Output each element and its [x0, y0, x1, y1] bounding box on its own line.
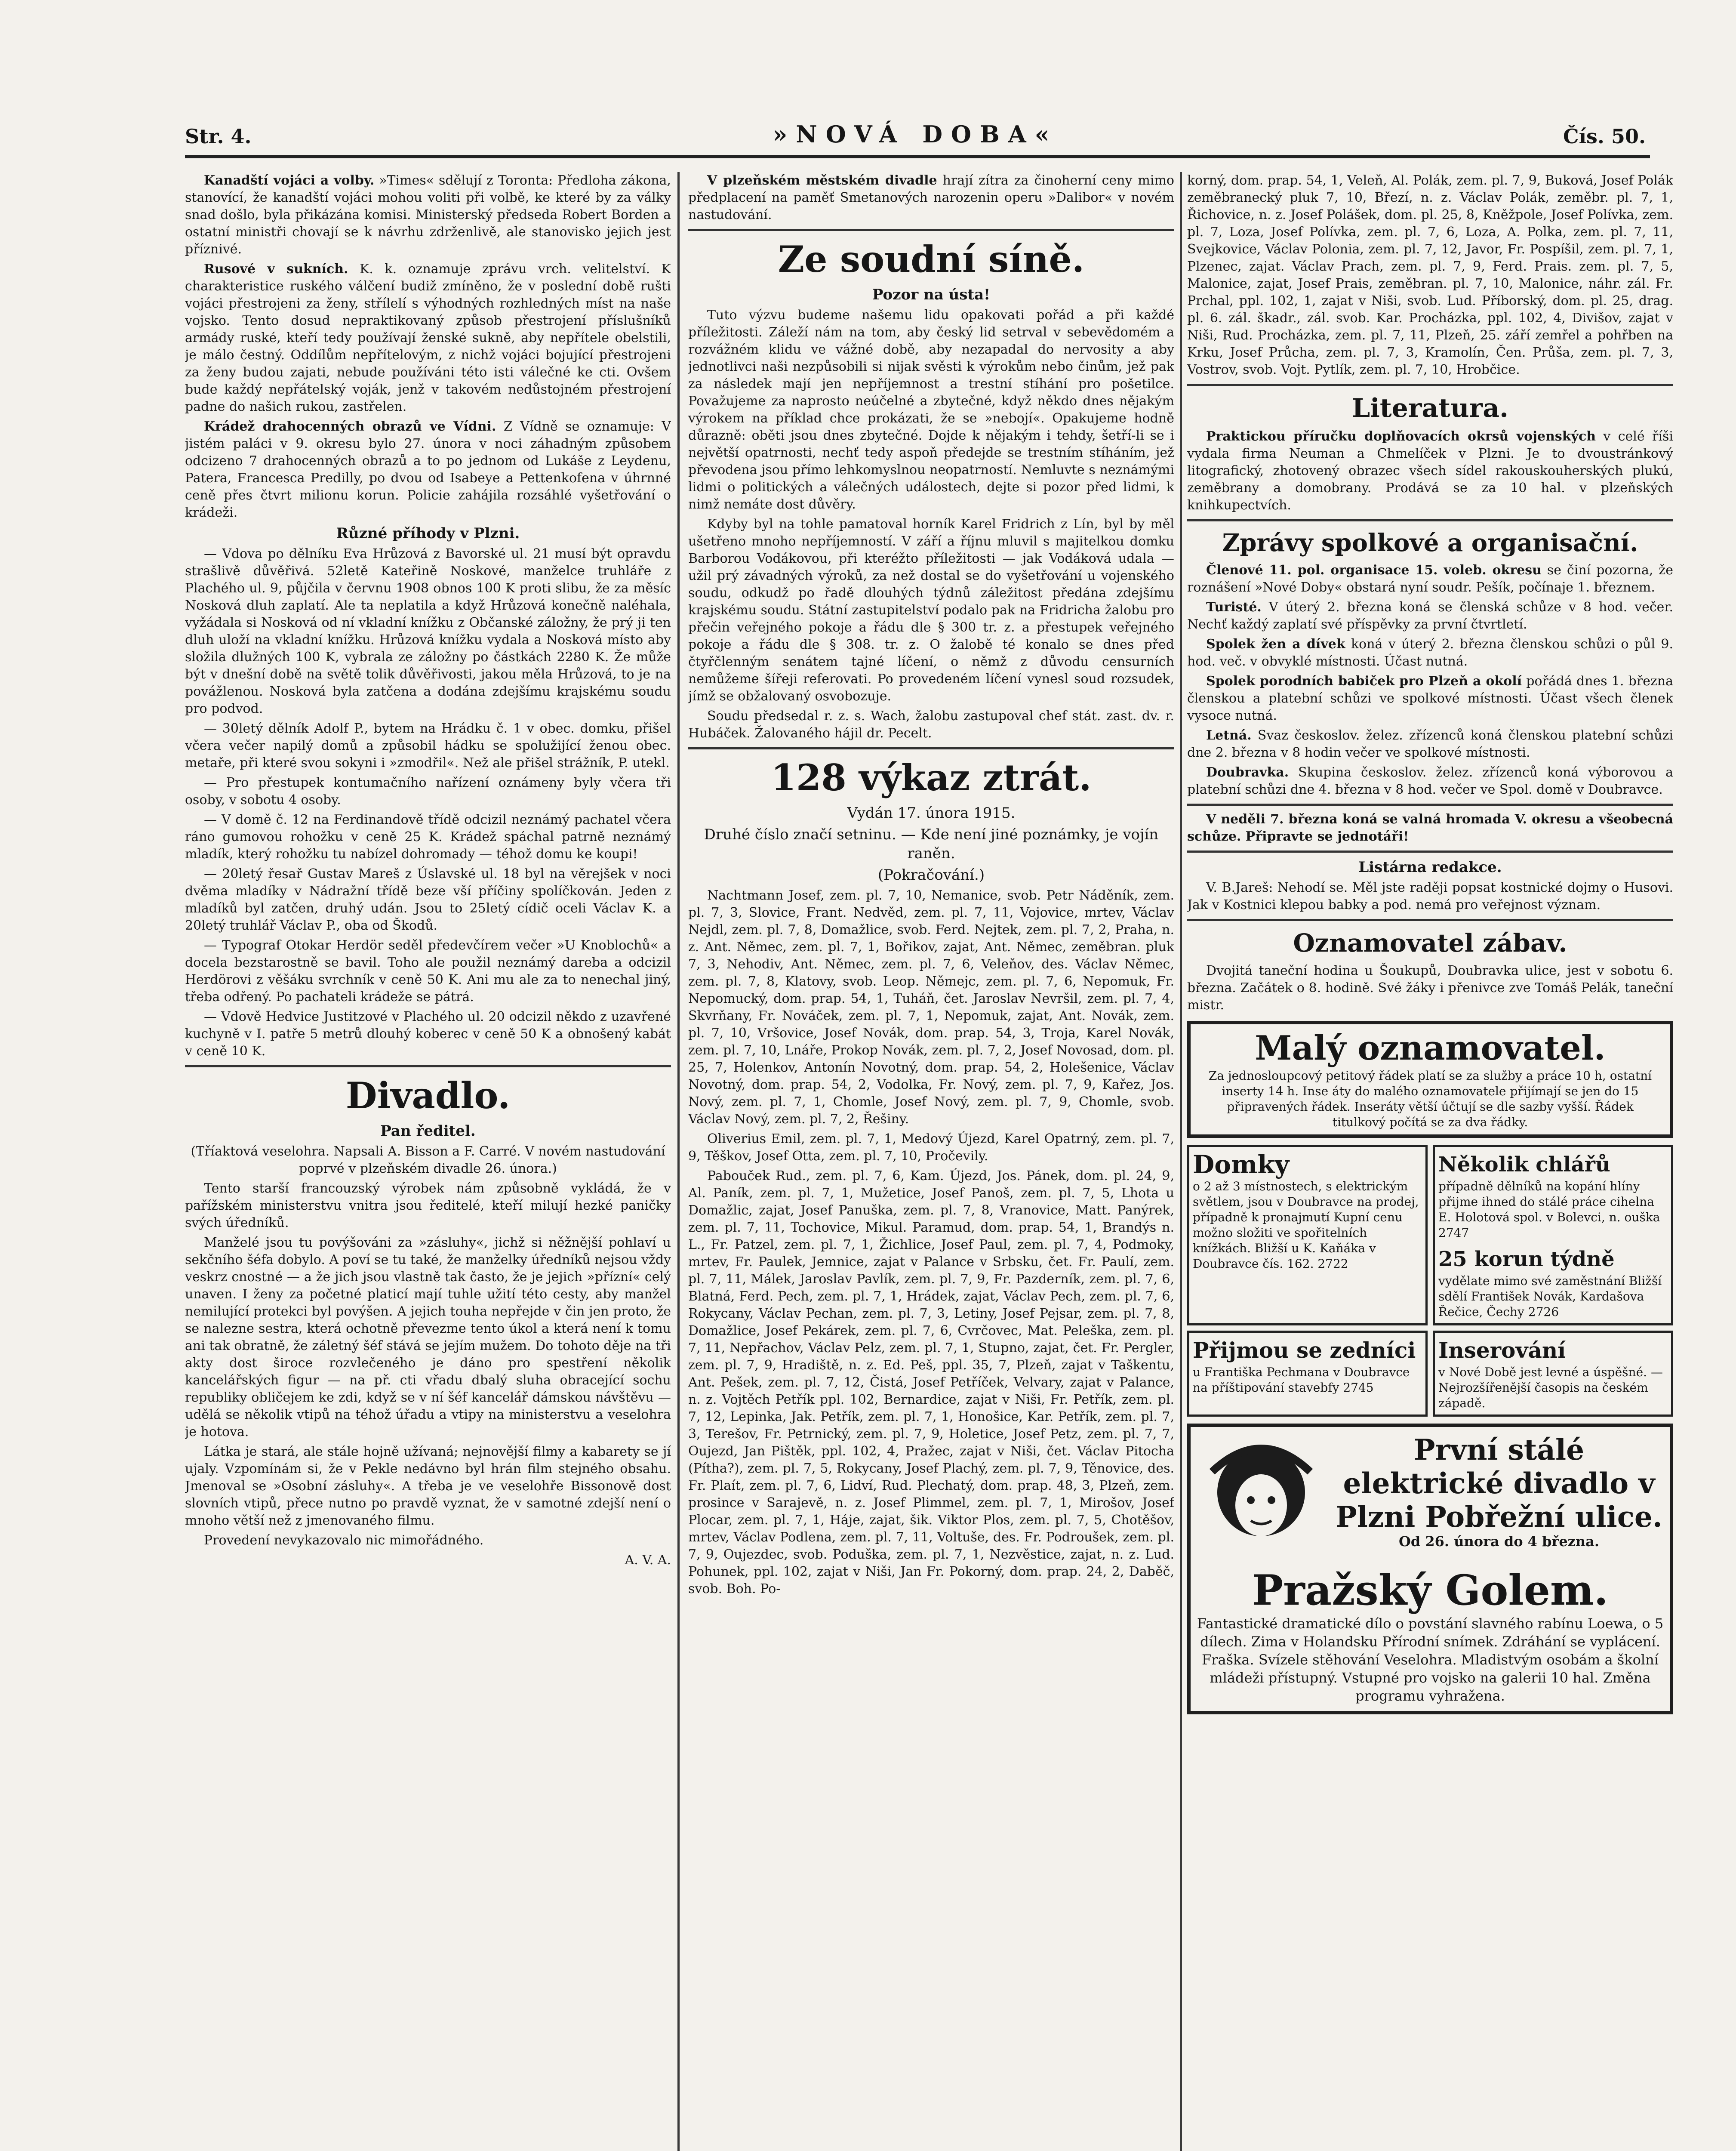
theatre-signature: A. V. A. — [625, 1553, 671, 1568]
classified-header-box — [1187, 1021, 1673, 1138]
article-canadian-soldiers: Kanadští vojáci a volby. »Times« sdělují z Toronta: Předloha zákona, stanovící, že kanadští vojáci mohou voliti při volbě, ke které by za války snad došlo, byla přikázána komisi. Ministerský předseda Robert Borden a ostatní ministři chovají se k návrhu zdrženlivě, ale stanovisko jejich jest příznivé. — [185, 173, 671, 257]
section-rule — [1187, 384, 1673, 386]
section-rule — [688, 747, 1174, 749]
theatre-heading: Divadlo. — [345, 1074, 511, 1117]
loss-list-paragraph: Pabouček Rud., zem. pl. 7, 6, Kam. Újezd, Jos. Pánek, dom. pl. 24, 9, Al. Paník, zem. pl. 7, 1, Mužetice, Josef Panoš, zem. pl. 7, 5, Lhota u Domažlic, zajat, Josef Panuška, zem. pl. 7, 8, Vranovice, Matt. Panýrek, zem. pl. 7, 11, Tochovice, Mikul. Paramud, dom. prap. 54, 1, Brandýs n. L., Fr. Patzel, zem. pl. 7, 1, Žichlice, Josef Paul, zem. pl. 7, 4, Podmoky, mrtev, Fr. Paulek, Jemnice, zajat v Palance v Srbsku, čet. Fr. Paulí, zem. pl. 7, 11, Málek, Jaroslav Pavlík, zem. pl. 7, 9, Fr. Pazderník, zem. pl. 7, 6, Blatná, Ferd. Pech, zem. pl. 7, 1, Hrádek, zajat, Václav Pech, zem. pl. 7, 6, Rokycany, Václav Pechan, zem. pl. 7, 3, Letiny, Josef Pejsar, zem. pl. 7, 8, Domažlice, Josef Pekárek, zem. pl. 7, 6, Cvrčovec, Mat. Peleška, zem. pl. 7, 11, Nepřachov, Václav Pelz, zem. pl. 7, 1, Stupno, zajat, čet. Fr. Pergler, zem. pl. 7, 9, Hradiště, n. z. Ed. Peš, ppl. 35, 7, Plzeň, zajat v Taškentu, Ant. Pešek, zem. pl. 7, 12, Čistá, Josef Petříček, Velvary, zajat v Palance, n. z. Vojtěch Petřík ppl. 102, Bernardice, zajat v Niši, Fr. Petřík, zem. pl. 7, 12, Lepinka, Jak. Petřík, zem. pl. 7, 1, Honošice, Kar. Petřík, zem. pl. 7, 3, Terešov, Fr. Petrnický, zem. pl. 7, 9, Holetice, Josef Petz, zem. pl. 7, 7, Oujezd, Jan Pištěk, ppl. 102, 4, Pražec, zajat v Niši, čet. Václav Pitocha (Pítha?), zem. pl. 7, 5, Rokycany, Josef Plachý, zem. pl. 7, 9, Těnovice, des. Fr. Plaít, zem. pl. 7, 6, Lidví, Rud. Plechatý, dom. prap. 48, 3, Plzeň, zem. prosince v Sarajevě, n. z. Josef Plimmel, zem. pl. 7, 1, Mirošov, Josef Plocar, zem. pl. 7, 1, Háje, zajat, šik. Viktor Plos, zem. pl. 7, 5, Chotěšov, mrtev, Václav Podlena, zem. pl. 7, 11, Voltuše, des. Fr. Podroušek, zem. pl. 7, 9, Oujezdec, svob. Poduška, zem. pl. 7, 1, Nezvěstice, zajat, n. z. Lud. Pohunek, ppl. 102, zajat v Niši, Jan Fr. Pokorný, dom. prap. 24, 2, Daběč, svob. Boh. Po- — [688, 1168, 1174, 1596]
incident-paragraph: — Vdově Hedvice Justitzové v Plachého ul. 20 odcizil někdo z uzavřené kuchyně v I. patře 5 metrů dlouhý koberec v ceně 50 K a obnošený kabát v ceně 10 K. — [185, 1009, 671, 1059]
club-notice: Letná. Svaz českoslov. želez. zřízenců koná členskou platební schůzi dne 2. března v 8 hodin večer ve spolkové místnosti. — [1187, 728, 1673, 760]
section-rule — [1187, 851, 1673, 853]
theatre-review: Tento starší francouzský výrobek nám způsobně vykládá, že v pařížském ministerstvu vnitra jsou ředitelé, kteří milují hezké paničky svých úředníků. — [185, 1181, 671, 1230]
article-theatre-notice: V plzeňském městském divadle hrají zítra za činoherní ceny mimo předplacení na paměť Smetanových narozenin operu »Dalibor« v novém nastudování. — [688, 173, 1174, 222]
incident-paragraph: — V domě č. 12 na Ferdinandově třídě odcizil neznámý pachatel včera ráno gumovou rohožku v ceně 25 K. Krádež spáchal patrně neznámý mladík, který rohožku tu nabízel dohromady — téhož domu ke koupi! — [185, 812, 671, 862]
column-divider-1 — [677, 172, 680, 2151]
court-paragraph: Tuto výzvu budeme našemu lidu opakovati pořád a při každé příležitosti. Záleží nám na tom, aby český lid setrval v sebevědomém a rozvážném klidu ve vážné době, aby nezapadal do nervosity a aby jednotlivci naši nezpůsobili si nijak svěsti k výrokům nebo činům, jež pak za následek mají jen nepříjemnost a trestní stíhání pro pošetilce. Považujeme za naprosto neúčelné a zbytečné, když někdo dnes nějakým výrokem na příklad chce prokázati, že se »nebojí«. Opakujeme hodně důrazně: oběti jsou dnes zbytečné. Dojde k nějakým i tehdy, šetří-li se i největší opatrnosti, nechť tedy aspoň předejde se trestním stíháním, jež převodena jsou přímo lehkomyslnou neopatrností. Nemluvte s neznámými lidmi o politických a válečných událostech, dejte si pozor před lidmi, k nimž nemáte dost důvěry. — [688, 308, 1174, 512]
classified-row-1 — [1187, 1145, 1673, 1325]
art-nouveau-face-icon — [1197, 1433, 1326, 1562]
page-header — [185, 108, 1646, 172]
section-rule — [185, 1065, 671, 1067]
incident-paragraph: — Typograf Otokar Herdör seděl předevčírem večer »U Knoblochů« a docela bezstarostně se bavil. Toho ale použil neznámý dareba a odcizil Herdörovi z věšáku svrchník v ceně 50 K. Ani mu ale za to nenechal jiný, třeba odřený. Po pachateli krádeže se pátrá. — [185, 938, 671, 1005]
loss-list-continuation: korný, dom. prap. 54, 1, Veleň, Al. Polák, zem. pl. 7, 9, Buková, Josef Polák zeměbranecký pluk 7, 10, Březí, n. z. Václav Polák, zeměbr. pl. 7, 1, Řichovice, n. z. Josef Polášek, dom. pl. 25, 8, Kněžpole, Josef Polívka, zem. pl. 7, Loza, Josef Polívka, zem. pl. 7, 6, Loza, A. Polka, zem. pl. 7, 11, Svejkovice, Václav Polonia, zem. pl. 7, 12, Javor, Fr. Pospíšil, zem. pl. 7, 1, Plzenec, zajat. Václav Prach, zem. pl. 7, 9, Ferd. Prais. zem. pl. 7, 5, Malonice, zajat, Josef Prais, zeměbran. pl. 7, 10, Malonice, náhr. zál. Fr. Prchal, ppl. 102, 1, zajat v Niši, svob. Lud. Příborský, dom. pl. 25, drag. pl. 6. zál. škadr., zál. svob. Kar. Procházka, ppl. 102, 4, Divišov, zajat v Niši, Rud. Procházka, zem. pl. 7, 11, Plzeň, 25. září zemřel a pohřben na Krku, Josef Průcha, zem. pl. 7, 3, Kramolín, Čen. Průša, zem. pl. 7, 3, Vostrov, svob. Vojt. Pytlík, zem. pl. 7, 10, Hrobčice. — [1187, 173, 1673, 377]
incident-paragraph: — 30letý dělník Adolf P., bytem na Hrádku č. 1 v obec. domku, přišel včera večer napilý domů a způsobil hádku se spolužijící ženou obec. metaře, při které svou sokyni i »zmodřil«. Než ale přišel strážník, P. utekl. — [185, 721, 671, 770]
column-2 — [688, 172, 1174, 2151]
loss-list-paragraph: Oliverius Emil, zem. pl. 7, 1, Medový Újezd, Karel Opatrný, zem. pl. 7, 9, Těškov, Josef Otta, zem. pl. 7, 10, Pročevily. — [688, 1131, 1174, 1164]
assembly-notice: V neděli 7. března koná se valná hromada V. okresu a všeobecná schůze. Připravte se jednotáři! — [1187, 812, 1673, 844]
classified-ad: Inserování v Nové Době jest levné a úspěšné. — Nejrozšířenější časopis na českém západě. — [1433, 1331, 1673, 1417]
theatre-review: Látka je stará, ale stále hojně užívaná; nejnovější filmy a kabarety se jí ujaly. Vzpomínám si, že v Pekle nedávno byl hrán film stejného obsahu. Jmenoval se »Osobní zásluhy«. A třeba je ve veselohře Bissonově dost slovních vtipů, přece nutno po pravdě vyznat, že v samotné zdejší není o mnoho větší než z jmenovaného filmu. — [185, 1444, 671, 1528]
entertainment-heading: Oznamovatel zábav. — [1293, 928, 1567, 958]
cinema-advert — [1187, 1424, 1673, 1714]
club-notice: Turisté. V úterý 2. března koná se členská schůze v 8 hod. večer. Nechť každý zaplatí své příspěvky za první čtvrtletí. — [1187, 600, 1673, 632]
cinema-name: První stálé elektrické divadlo v Plzni Pobřežní ulice. — [1336, 1433, 1662, 1534]
article-russians-in-skirts: Rusové v sukních. K. k. oznamuje zprávu vrch. velitelství. K charakteristice ruského válčení budiž zmíněno, že v poslední době rušti vojáci přestrojeni za ženy, střílelí s výhodných rozhledných míst na naše vojsko. Tento dosud nepraktikovaný způsob přestrojení příslušníků armády ruské, kteří tedy používají ženské sukně, aby nepřítele obelstili, je málo čestný. Oddílům nepřítelovým, z nichž vojáci bojující přestrojeni za ženy budou zajati, nebude používáni této isti válečné ke cti. Ovšem bude každý nepřátelský voják, jenž v takovém nedůstojném přestrojení padne do našich rukou, zastřelen. — [185, 262, 671, 414]
classified-ad: Domky o 2 až 3 místnostech, s elektrickým světlem, jsou v Doubravce na prodej, případně k pronajmutí Kupní cenu možno složiti ve spořitelních knížkách. Bližší u K. Kaňáka v Doubravce čís. 162. 2722 — [1187, 1145, 1428, 1325]
loss-list-note: Druhé číslo značí setninu. — Kde není jiné poznámky, je vojín raněn. — [704, 826, 1159, 862]
loss-list-continued: (Pokračování.) — [877, 866, 985, 884]
classified-row-2 — [1187, 1331, 1673, 1417]
court-paragraph: Kdyby byl na tohle pamatoval horník Karel Fridrich z Lín, byl by měl ušetřeno mnoho nepříjemností. V září a říjnu mluvil s majitelkou domku Barborou Vodákovou, při kteréžto příležitosti — jak Vodáková udala — užil prý závadných výroků, za než dostal se do vyšetřování u vojenského soudu, odkudž po řadě dlouhých týdnů záležitost předána zdejšímu krajskému soudu. Státní zastupitelství podalo pak na Fridricha žalobu pro přečin veřejného pokoje a řádu dle § 300 tr. z. a přestupek veřejného pokoje a řádu dle § 308. tr. z. O žalobě té konalo se dnes před čtyřčlenným senátem tajné líčení, o němž z důvodu censurních nemůžeme šířeji referovati. Po provedeném líčení vynesl soud rozsudek, jímž se obžalovaný osvobozuje. — [688, 517, 1174, 704]
court-subheading: Pozor na ústa! — [872, 286, 991, 303]
article-painting-theft: Krádež drahocenných obrazů ve Vídni. Z Vídně se oznamuje: V jistém paláci v 9. okresu bylo 27. února v noci záhadným způsobem odcizeno 7 drahocenných obrazů a to po jednom od Lukáše z Leydenu, Patera, Francesca Predilly, po dvou od Isabeye a Pettenkofena v úhrnné ceně přes čtvrt milionu korun. Policie zahájila rozsáhlé vyšetřování o krádeži. — [185, 419, 671, 520]
classified-rates: Za jednosloupcový petitový řádek platí se za služby a práce 10 h, ostatní inserty 14 h. Inse áty do malého oznamovatele přijímají se jen do 15 připravených řádek. Inseráty větší účtují se dle sazby vyšší. Řádek titulkový počítá se za dva řádky. — [1208, 1069, 1652, 1129]
theatre-review: Manželé jsou tu povýšováni za »zásluhy«, jichž si něžnější pohlaví u sekčního šéfa dobylo. A poví se tu také, že manželky úředníků nejsou vždy veskrz cnostné — a že jich jsou vlastně tak často, že je jejich »přízní« celý unaven. I ženy za početné platicí mají tuhle užití této cesty, aby manžel nemilující protekci byl povýšen. A jejich touha nepřejde v čin jen proto, že se nalezne sestra, která ochotně převezme tento úkol a která není k tomu ani tak obratně, že záletný šéf stává se jejím mužem. Do tohoto děje na tři akty dost široce rozvlečeného je dáno pro spestření několik kancelářských figur — na př. cti vřadu dbalý sluha obracející sochu republiky obličejem ke zdi, když se v ní šéf kancelář dámskou návštěvu — udělá se několik vtipů na téhož úřadu a vtipy na ministerstvu a veselohra je hotova. — [185, 1235, 671, 1439]
incident-paragraph: — 20letý řesař Gustav Mareš z Úslavské ul. 18 byl na věrejšek v noci dvěma mladíky v Nádražní třídě beze vší příčiny spolíčkován. Jeden z mladíků byl zatčen, druhý udán. Jsou to 25letý cídič oceli Václav K. a 20letý truhlář Václav P., oba od Škodů. — [185, 866, 671, 933]
column-1 — [185, 172, 671, 2151]
theatre-note: (Tříaktová veselohra. Napsali A. Bisson a F. Carré. V novém nastudování poprvé v plzeňském divadle 26. února.) — [191, 1144, 665, 1176]
incident-paragraph: — Pro přestupek kontumačního nařízení oznámeny byly včera tři osoby, v sobotu 4 osoby. — [185, 775, 671, 807]
entertainment-text: Dvojitá taneční hodina u Šoukupů, Doubravka ulice, jest v sobotu 6. března. Začátek o 8. hodině. Své žáky i přenivce zve Tomáš Pelák, taneční mistr. — [1187, 963, 1673, 1013]
court-heading: Ze soudní síně. — [778, 238, 1085, 280]
editorial-mail-heading: Listárna redakce. — [1358, 859, 1502, 876]
theatre-review: Provedení nevykazovalo nic mimořádného. — [204, 1533, 484, 1548]
film-description: Fantastické dramatické dílo o povstání slavného rabínu Loewa, o 5 dílech. Zima v Holandsku Přírodní snímek. Zdráhání se vyplácení. Fraška. Svízele stěhování Veselohra. Mladistvým osobám a školní mládeži přístupný. Vstupné pro vojsko na galerii 10 hal. Změna programu vyhražena. — [1197, 1615, 1664, 1704]
loss-list-heading: 128 výkaz ztrát. — [771, 756, 1092, 799]
club-notice: Spolek porodních babiček pro Plzeň a okolí pořádá dnes 1. března členskou a platební schůzi ve spolkové místnosti. Účast všech členek vysoce nutná. — [1187, 674, 1673, 723]
column-divider-2 — [1180, 172, 1182, 2151]
literature-paragraph: Praktickou příručku doplňovacích okrsů vojenských v celé říši vydala firma Neuman a Chmelíček v Plzni. Je to dvoustránkový litografický, zhotovený obrazec všech sídel rakouskouherských plukú, zeměbrany a domobrany. Prodává se za 10 hal. v plzeňských knihkupectvích. — [1187, 429, 1673, 513]
section-rule — [1187, 804, 1673, 806]
loss-list-paragraph: Nachtmann Josef, zem. pl. 7, 10, Nemanice, svob. Petr Náděník, zem. pl. 7, 3, Slovice, Frant. Nedvěd, zem. pl. 7, 11, Vojovice, mrtev, Václav Nejdl, zem. pl. 7, 8, Domažlice, svob. Ferd. Nejtek, zem. pl. 7, 2, Praha, n. z. Ant. Němec, zem. pl. 7, 1, Bořikov, zajat, Ant. Němec, zeměbran. pluk 7, 3, Nehodiv, Ant. Němec, zem. pl. 7, 6, Veleňov, des. Václav Němec, zem. pl. 7, 8, Klatovy, svob. Leop. Němejc, zem. pl. 7, 6, Nepomuk, Fr. Nepomucký, dom. prap. 54, 1, Tuháň, čet. Jaroslav Nevršil, zem. pl. 7, 4, Skvrňany, Fr. Nováček, zem. pl. 7, 1, Nepomuk, zajat, Ant. Novák, zem. pl. 7, 10, Vršovice, Josef Novák, dom. prap. 54, 3, Troja, Karel Novák, zem. pl. 7, 10, Lnáře, Prokop Novák, zem. pl. 7, 2, Josef Novosad, dom. pl. 25, 7, Holenkov, Antonín Novotný, dom. prap. 54, 2, Holešenice, Václav Novotný, dom. prap. 54, 2, Vodolka, Fr. Nový, zem. pl. 7, 9, Kařez, Jos. Nový, zem. pl. 7, 1, Chomle, Josef Nový, zem. pl. 7, 9, Chomle, svob. Václav Nový, zem. pl. 7, 2, Řešiny. — [688, 888, 1174, 1127]
classified-ad: Přijmou se zedníci u Františka Pechmana v Doubravce na příštipování stavebfy 2745 — [1187, 1331, 1428, 1417]
section-rule — [1187, 519, 1673, 521]
club-notice: Členové 11. pol. organisace 15. voleb. okresu se činí pozorna, že roznášení »Nové Doby« obstará nyní soudr. Pešík, počínaje 1. březnem. — [1187, 563, 1673, 595]
club-notice: Spolek žen a dívek koná v úterý 2. března členskou schůzi o půl 9. hod. več. v obvyklé místnosti. Účast nutná. — [1187, 637, 1673, 669]
section-plzen-incidents: Různé příhody v Plzni. — [336, 525, 520, 542]
column-3 — [1187, 172, 1673, 2151]
theatre-play-title: Pan ředitel. — [380, 1122, 476, 1140]
classified-heading: Malý oznamovatel. — [1255, 1029, 1606, 1068]
incident-paragraph: — Vdova po dělníku Eva Hrůzová z Bavorské ul. 21 musí být opravdu strašlivě důvěřivá. 52letě Kateřině Noskové, manželce truhláře z Plachého ul. 9, půjčila v červnu 1908 obnos 100 K proti slibu, že za měsíc Nosková dluh zaplatí. Ale ta neplatila a když Hrůzová konečně naléhala, vyžádala si Nosková od ní vkladní knížku z Občanské záložny, že prý ji ten dluh uloží na vkladní knížku. Hrůzová knížku vydala a Nosková místo aby složila dlužných 100 K, vybrala ze záložny po částkách 2280 K. Že může být v dnešní době na světě tolik důvěřivosti, jakou měla Hrůzová, to je na povážlenou. Nosková byla zatčena a dodána zdejšímu krajskému soudu pro podvod. — [185, 546, 671, 716]
issue-number: Čís. 50. — [1563, 125, 1646, 148]
loss-list-date: Vydán 17. února 1915. — [847, 804, 1016, 822]
section-rule — [1187, 919, 1673, 921]
film-title: Pražský Golem. — [1252, 1566, 1608, 1615]
club-notice: Doubravka. Skupina českoslov. želez. zřízenců koná výborovou a platební schůzi dne 4. března v 8 hod. večer ve Spol. domě v Doubravce. — [1187, 765, 1673, 797]
court-paragraph: Soudu předsedal r. z. s. Wach, žalobu zastupoval chef stát. zast. dv. r. Hubáček. Žalovaného hájil dr. Pecelt. — [688, 709, 1174, 741]
page-number: Str. 4. — [185, 125, 252, 148]
newspaper-title: »NOVÁ DOBA« — [773, 120, 1058, 148]
cinema-dates: Od 26. února do 4 března. — [1399, 1533, 1599, 1550]
classified-ad: Několik chlářů případně dělníků na kopání hlíny přijme ihned do stálé práce cihelna E. Holotová spol. v Bolevci, n. ouška 2747 25 korun týdně vydělate mimo své zaměstnání Bližší sdělí František Novák, Kardašova Řečice, Čechy 2726 — [1433, 1145, 1673, 1325]
section-rule — [688, 229, 1174, 231]
clubs-heading: Zprávy spolkové a organisační. — [1222, 529, 1638, 557]
literature-heading: Literatura. — [1351, 393, 1509, 423]
editorial-mail-text: V. B.Jareš: Nehodí se. Měl jste raději popsat kostnické dojmy o Husovi. Jak v Kostnici klepou babky a pod. nemá pro veřejnost význam. — [1187, 880, 1673, 912]
header-rule — [185, 155, 1650, 158]
